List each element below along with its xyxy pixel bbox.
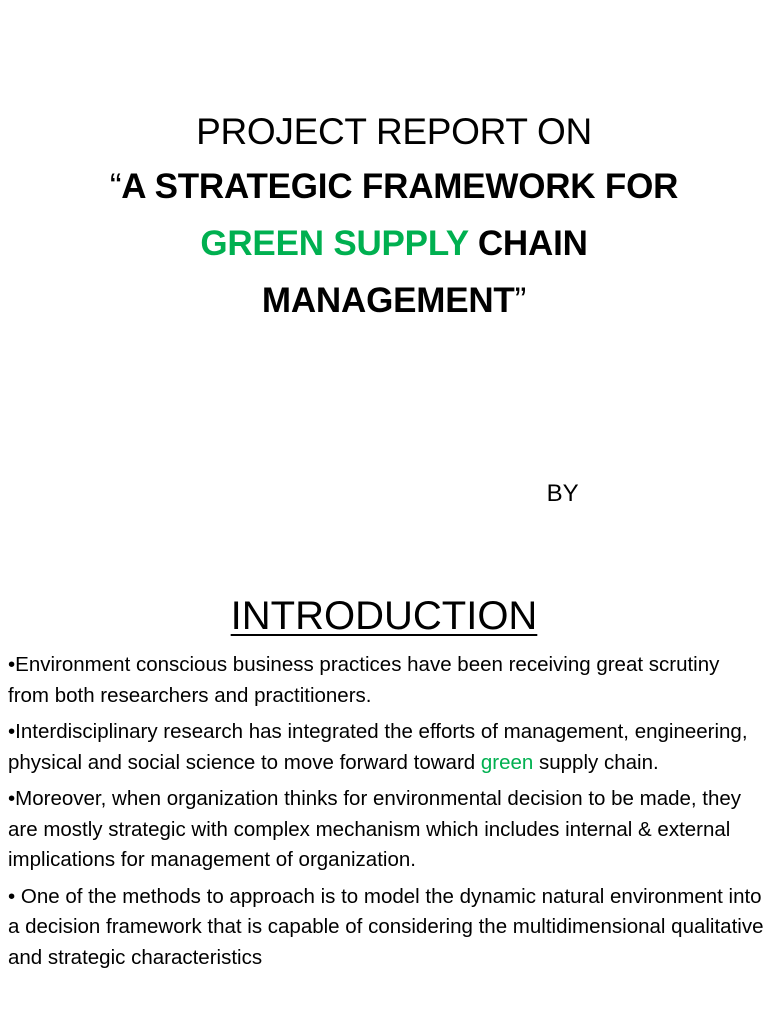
bullet-2-text-before: •Interdisciplinary research has integrated the efforts of management, engineering, physical and social science to move forward toward [8,720,748,774]
report-title-line-2 [20,215,768,272]
title-green-text: GREEN SUPPLY [200,224,469,263]
bullet-list [8,650,764,979]
author-by: BY [540,480,579,507]
bullet-item-3: •Moreover, when organization thinks for environmental decision to be made, they are mostly strategic with complex mechanism which includes internal & external implications for management of organization. [8,787,742,871]
report-title-line-1 [20,158,768,215]
report-title-line-3 [20,272,768,329]
bullet-2-green-word: green [480,750,534,774]
report-label: PROJECT REPORT ON [196,111,592,152]
title-text-2: CHAIN [468,224,588,263]
open-quote: “ [109,167,122,206]
bullet-item-1: •Environment conscious business practices have been receiving great scrutiny from both researchers and practitioners. [8,653,720,707]
bullet-item-2 [8,717,764,778]
title-text-3: MANAGEMENT [261,281,515,320]
introduction-slide [0,580,768,1024]
introduction-heading [0,590,768,642]
author-block [540,408,724,580]
title-text-1: A STRATEGIC FRAMEWORK FOR [121,167,679,206]
title-block [20,106,768,329]
bullet-item-4: • One of the methods to approach is to model the dynamic natural environment into a decision framework that is capable of considering the multidimensional qualitative and strategic characteristics [8,884,764,969]
introduction-heading-text: INTRODUCTION [230,594,538,638]
bullet-2-text-after: supply chain. [533,750,659,774]
close-quote: ” [514,281,527,320]
